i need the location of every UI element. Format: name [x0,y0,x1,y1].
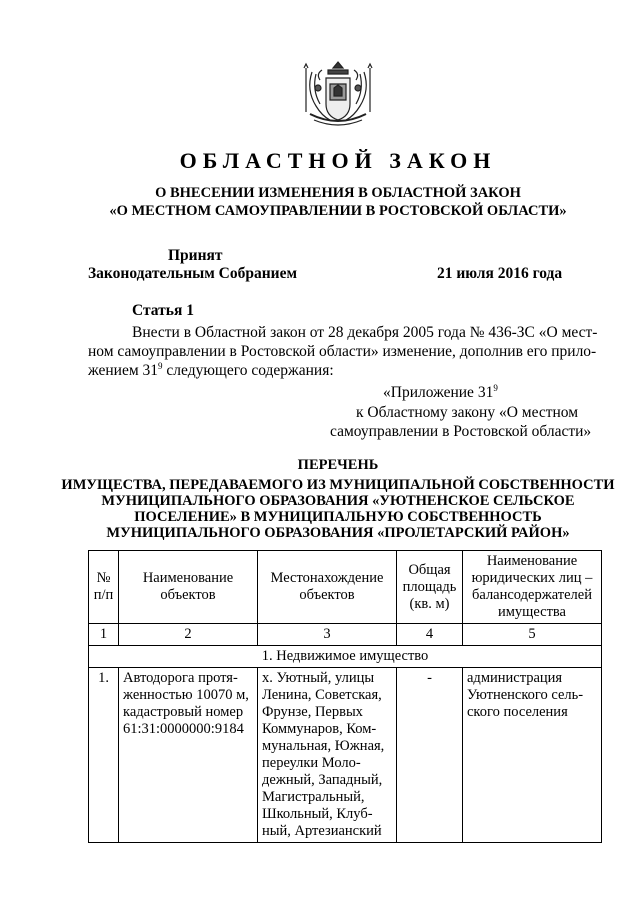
row-object-name: Автодорога протя- женностью 10070 м, кадастровый номер 61:31:0000000:9184 [119,668,258,843]
header-name-text: Наименование объектов [142,570,234,603]
list-title-line-2: МУНИЦИПАЛЬНОГО ОБРАЗОВАНИЯ «УЮТНЕНСКОЕ СЕЛЬСКОЕ [101,493,575,509]
header-area [397,551,463,624]
row-num: 1. [89,668,119,843]
list-title-line-3: ПОСЕЛЕНИЕ» В МУНИЦИПАЛЬНУЮ СОБСТВЕННОСТЬ [134,509,542,525]
table-header-row [89,551,602,624]
law-subtitle-line-2: «О МЕСТНОМ САМОУПРАВЛЕНИИ В РОСТОВСКОЙ ОБЛАСТИ» [109,203,567,219]
article-heading: Статья 1 [132,302,194,319]
law-subtitle-line-1: О ВНЕСЕНИИ ИЗМЕНЕНИЯ В ОБЛАСТНОЙ ЗАКОН [155,185,521,201]
appendix-title [383,384,498,402]
list-heading: ПЕРЕЧЕНЬ [297,457,379,473]
table-row [89,668,602,843]
header-name [119,551,258,624]
section-row [89,646,602,668]
article-text-line-3 [88,362,334,380]
adopted-by: Законодательным Собранием [88,265,298,282]
row-location: х. Уютный, улицы Ленина, Советская, Фрунзе, Первых Коммунаров, Ком- мунальная, Южная, переулки Моло- дежный, Западный, Магистральный, Школьный, Клуб- ный, Артезианский [258,668,397,843]
column-number: 4 [397,624,463,646]
column-number: 2 [119,624,258,646]
header-location [258,551,397,624]
appendix-ref-line-1: к Областному закону «О местном [356,404,579,421]
adopted-date: 21 июля 2016 года [437,265,563,282]
article-superscript: 9 [158,361,163,371]
column-number: 5 [463,624,602,646]
article-text-line-2: ном самоуправлении в Ростовской области» изменение, дополнив его прило- [88,343,597,360]
header-area-text: Общая площадь (кв. м) [402,561,457,612]
header-location-text: Местонахождение объектов [270,570,384,603]
article-text-line-1: Внести в Областной закон от 28 декабря 2005 года № 436-ЗС «О мест- [132,324,598,341]
column-number: 3 [258,624,397,646]
appendix-title-text: «Приложение 31 [383,384,494,401]
header-num-text: № п/п [93,570,114,603]
list-title-line-1: ИМУЩЕСТВА, ПЕРЕДАВАЕМОГО ИЗ МУНИЦИПАЛЬНОЙ СОБСТВЕННОСТИ [61,477,615,493]
appendix-superscript: 9 [493,383,498,393]
law-type-title: ОБЛАСТНОЙ ЗАКОН [179,148,497,173]
row-area: - [397,668,463,843]
adopted-label: Принят [168,247,223,264]
header-holder [463,551,602,624]
property-table [88,550,602,843]
column-number: 1 [89,624,119,646]
header-num [89,551,119,624]
article-text-line-3a: жением 31 [88,362,159,379]
article-text-line-3b: следующего содержания: [162,362,334,379]
list-title-line-4: МУНИЦИПАЛЬНОГО ОБРАЗОВАНИЯ «ПРОЛЕТАРСКИЙ РАЙОН» [106,525,570,541]
coat-of-arms-emblem [298,58,378,134]
appendix-ref-line-2: самоуправлении в Ростовской области» [330,423,592,440]
column-number-row [89,624,602,646]
section-title: 1. Недвижимое имущество [89,646,602,668]
header-holder-text: Наименование юридических лиц – балансодержателей имущества [471,553,593,620]
row-holder: администрация Уютненского сель- ского поселения [463,668,602,843]
